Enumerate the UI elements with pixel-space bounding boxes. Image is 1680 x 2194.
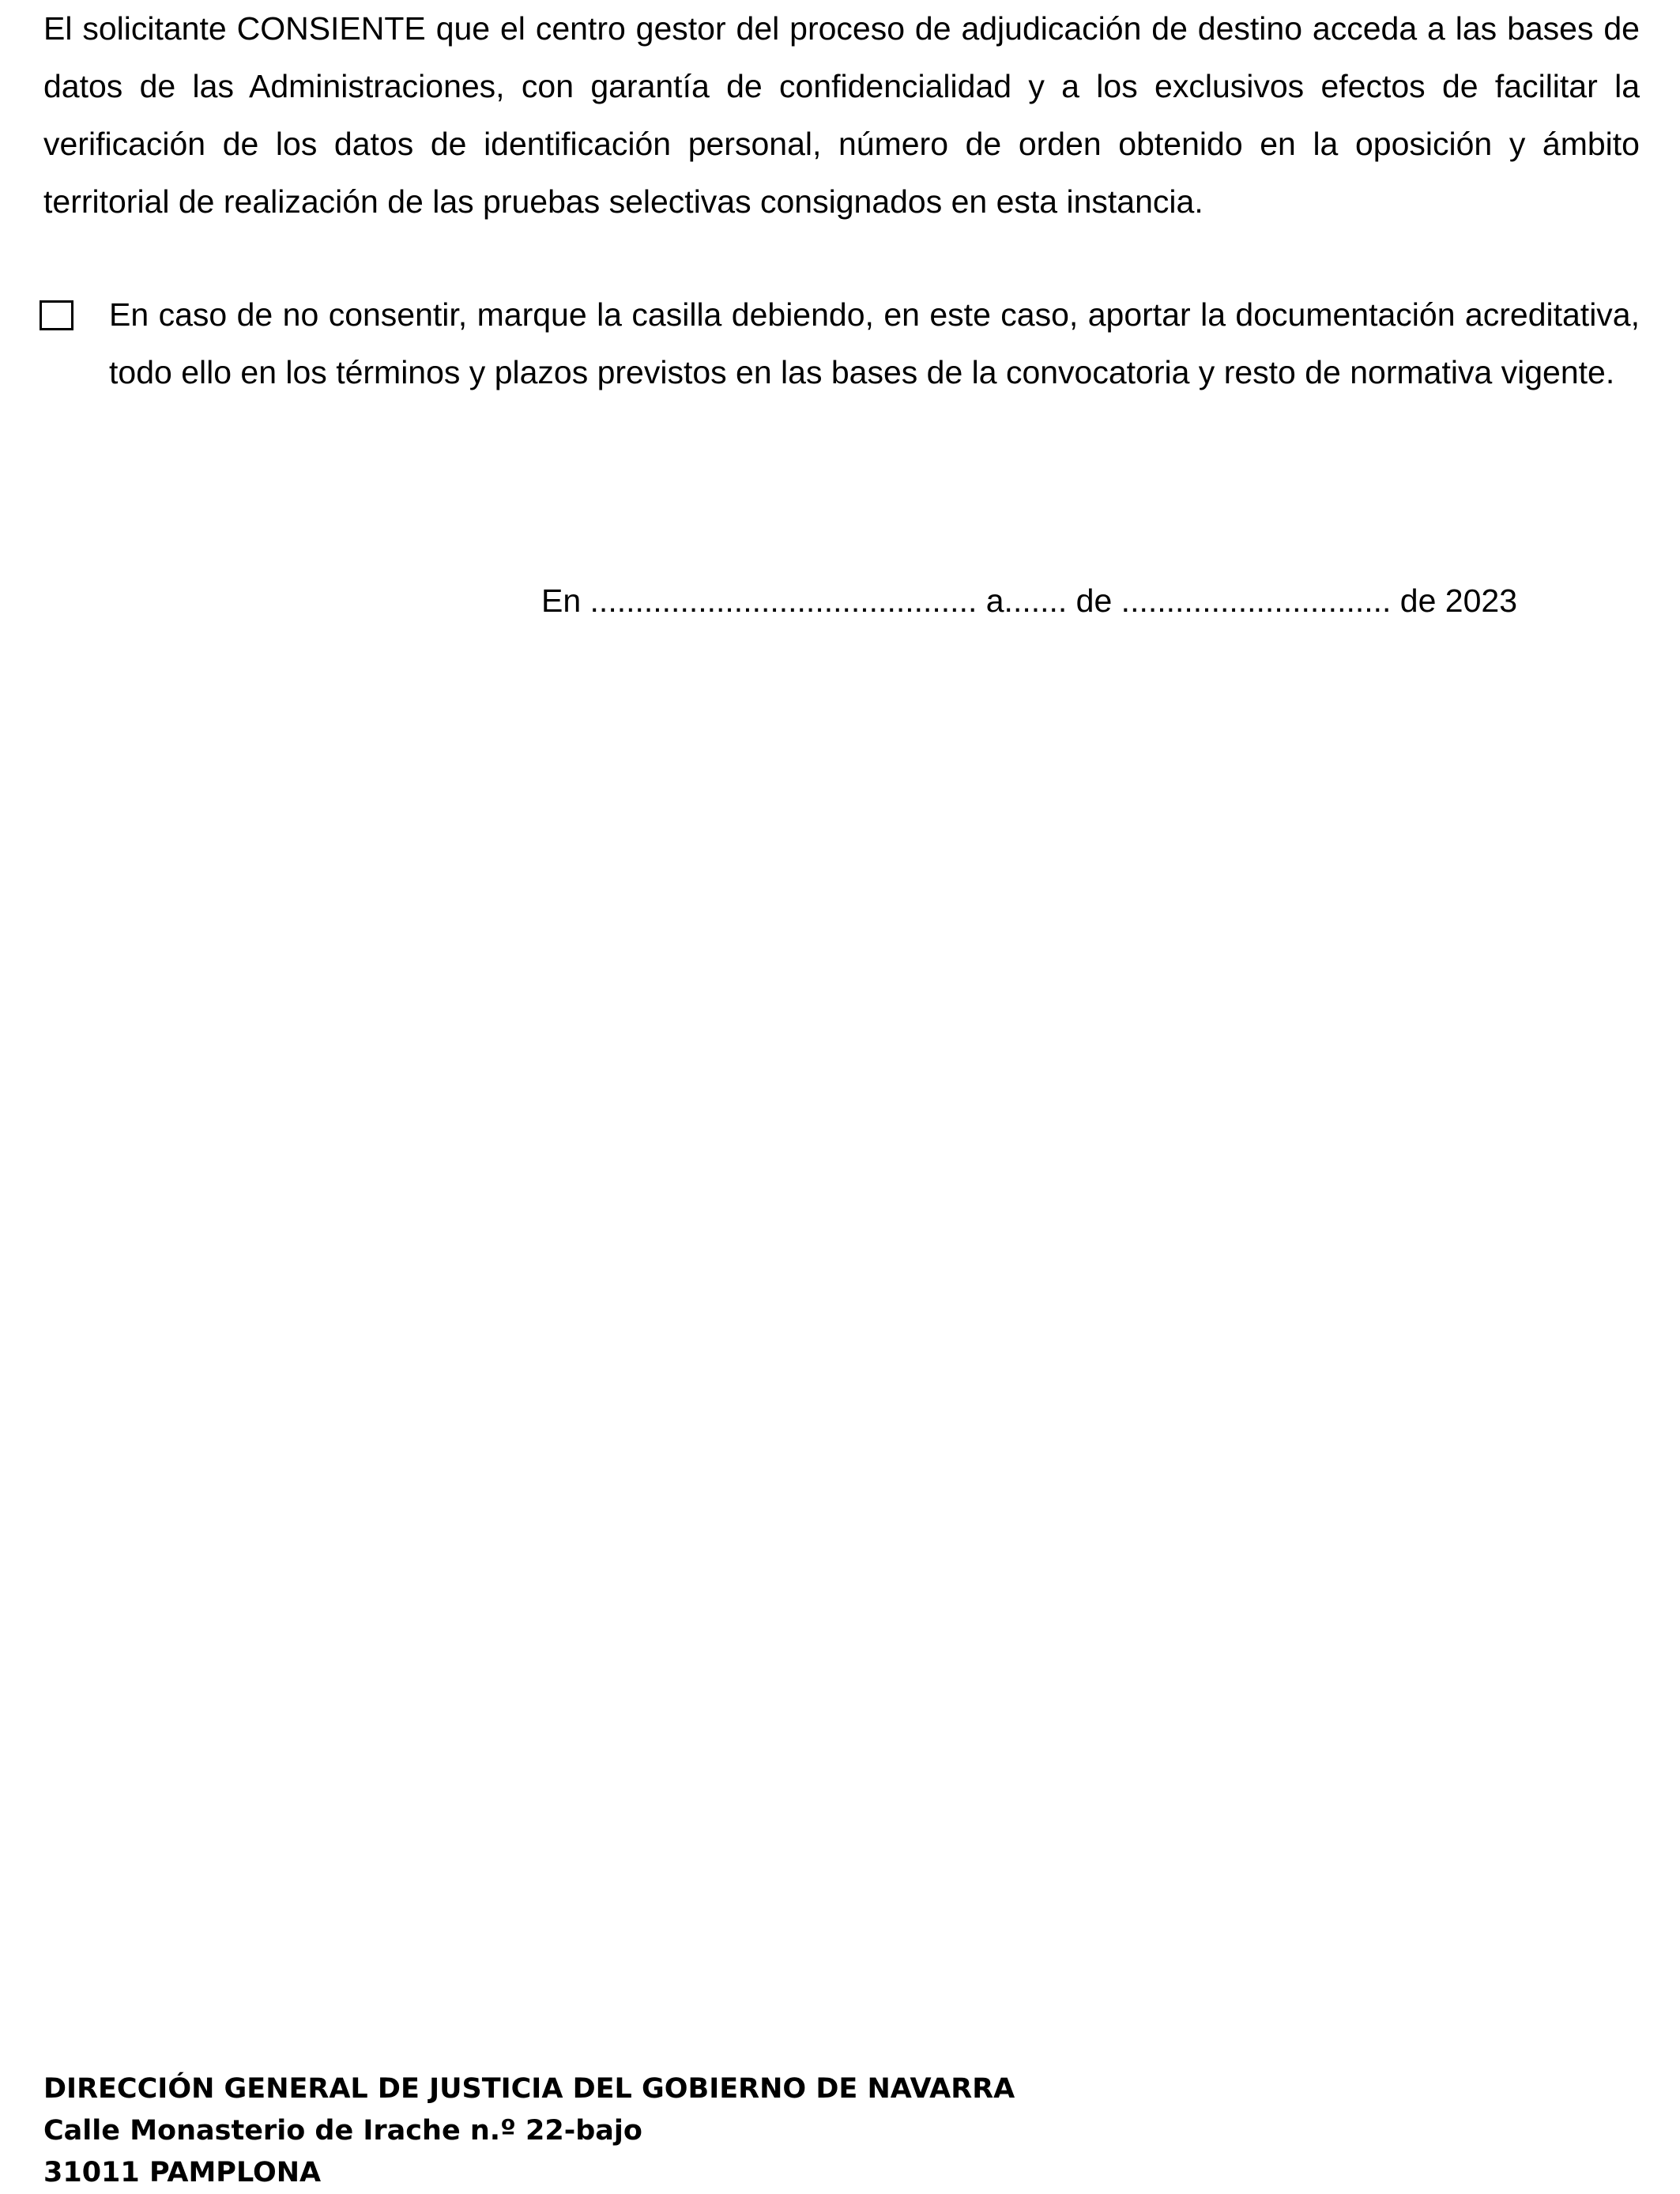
place-date-line: En ........................................... a....... de .............................. de 2023 [541,582,1518,619]
footer-organization: DIRECCIÓN GENERAL DE JUSTICIA DEL GOBIERNO DE NAVARRA [43,2073,1015,2105]
footer-city: 31011 PAMPLONA [43,2157,322,2188]
footer-street: Calle Monasterio de Irache n.º 22-bajo [43,2115,642,2147]
opt-out-checkbox[interactable] [40,300,73,330]
footer-address [43,2068,1150,2194]
opt-out-text: En caso de no consentir, marque la casilla debiendo, en este caso, aportar la documentación acreditativa, todo ello en los términos y plazos previstos en las bases de la convocatoria y resto de normativa vigente. [109,296,1640,390]
consent-paragraph: El solicitante CONSIENTE que el centro gestor del proceso de adjudicación de destino acceda a las bases de datos de las Administraciones, con garantía de confidencialidad y a los exclusivos efectos de facilitar la verificación de los datos de identificación personal, número de orden obtenido en la oposición y ámbito territorial de realización de las pruebas selectivas consignados en esta instancia. [43,10,1640,220]
